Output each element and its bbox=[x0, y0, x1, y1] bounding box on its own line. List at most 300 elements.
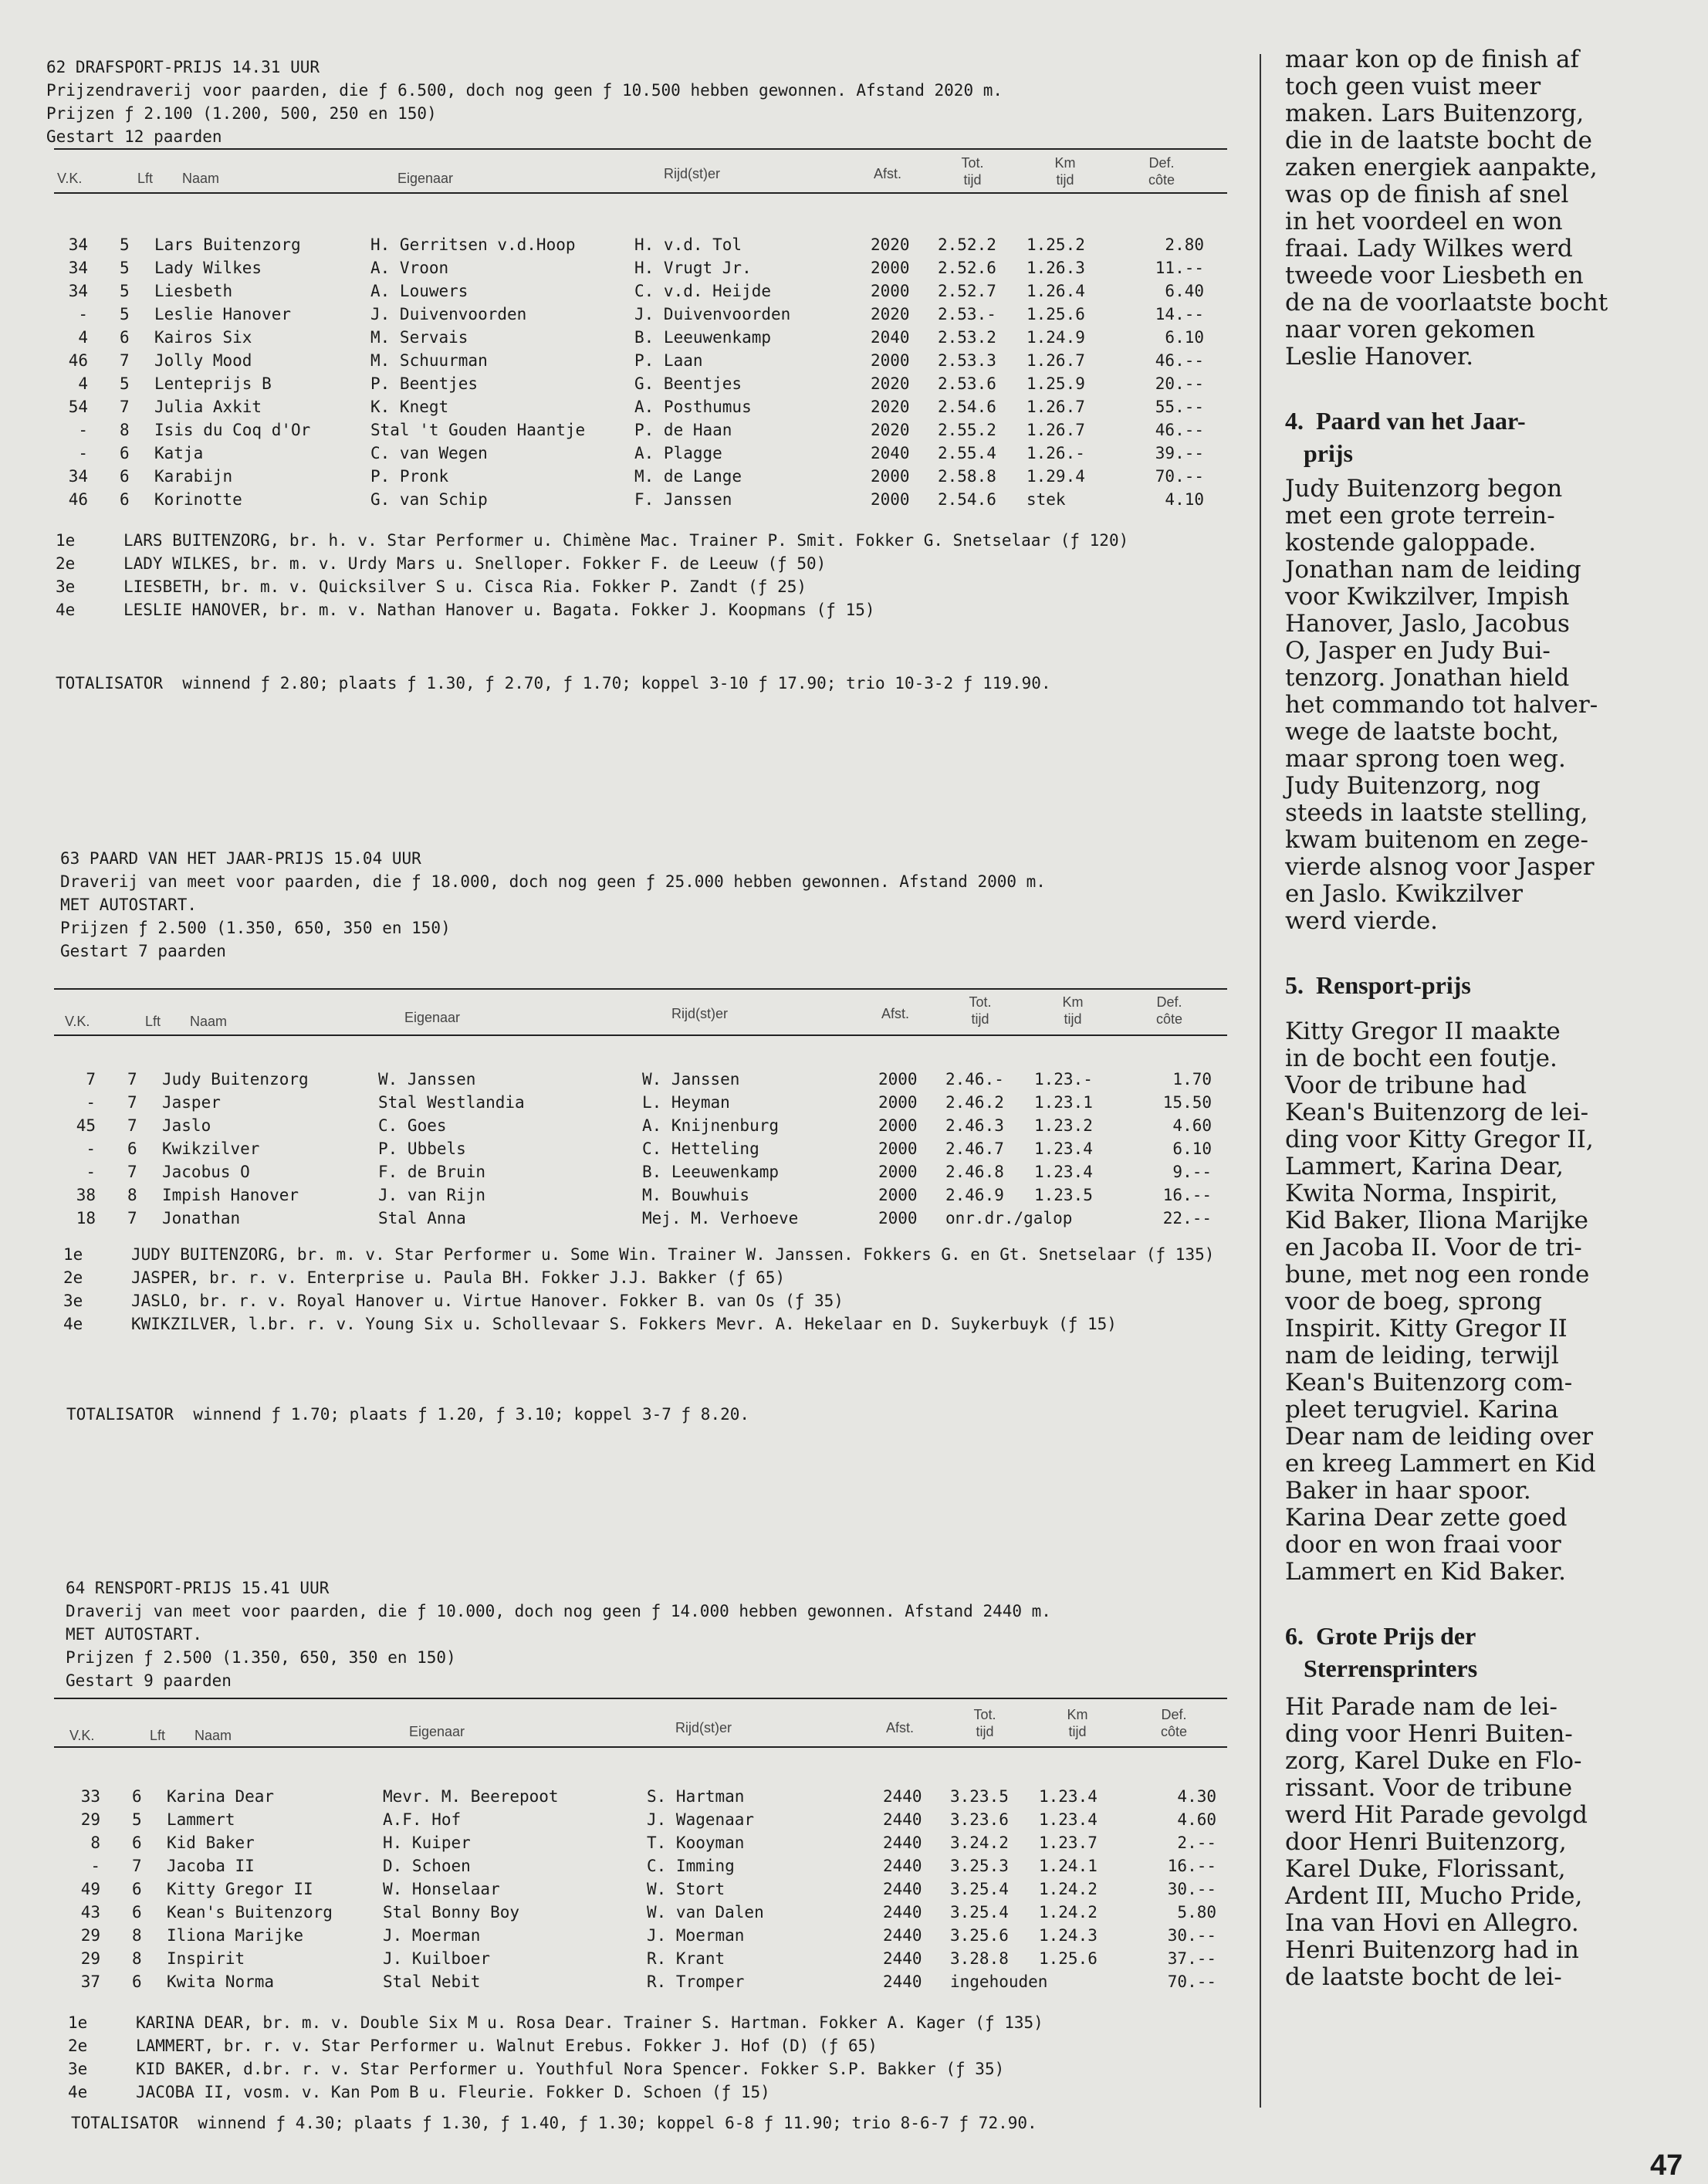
cell-def-cote: 16.-- bbox=[1167, 1857, 1216, 1875]
text-line: wege de laatste bocht, bbox=[1285, 718, 1560, 746]
cell-afst: 2440 bbox=[883, 1949, 922, 1968]
text-line: voor de boeg, sprong bbox=[1285, 1288, 1543, 1315]
cell-rijder: M. Bouwhuis bbox=[642, 1186, 750, 1204]
cell-vk: 7 bbox=[86, 1070, 96, 1089]
race-prizes: Prijzen ƒ 2.100 (1.200, 500, 250 en 150) bbox=[46, 104, 437, 123]
cell-rijder: B. Leeuwenkamp bbox=[642, 1163, 780, 1181]
text-line: maken. Lars Buitenzorg, bbox=[1285, 100, 1585, 127]
cell-naam: Kid Baker bbox=[167, 1834, 255, 1852]
cell-def-cote: 4.60 bbox=[1172, 1116, 1212, 1135]
table-row bbox=[46, 465, 1235, 488]
text-line: zaken energiek aanpakte, bbox=[1285, 154, 1598, 181]
report-intro bbox=[1285, 46, 1686, 371]
cell-vk: 49 bbox=[80, 1880, 100, 1898]
cell-def-cote: 70.-- bbox=[1167, 1972, 1216, 1991]
cell-lft: 7 bbox=[127, 1070, 137, 1089]
text-line: Kwita Norma, Inspirit, bbox=[1285, 1180, 1558, 1207]
cell-tot-tijd: 3.25.4 bbox=[950, 1903, 1009, 1922]
table-row bbox=[46, 1854, 1235, 1878]
cell-rijder: A. Posthumus bbox=[634, 398, 752, 416]
text-line: Lammert en Kid Baker. bbox=[1285, 1558, 1566, 1586]
table-row bbox=[46, 372, 1235, 395]
cell-tot-tijd: 2.46.8 bbox=[945, 1163, 1004, 1181]
text-line: Kid Baker, Iliona Marijke bbox=[1285, 1207, 1589, 1234]
cell-afst: 2040 bbox=[871, 328, 910, 347]
table-row bbox=[46, 1901, 1235, 1924]
cell-lft: 6 bbox=[132, 1972, 142, 1991]
cell-lft: 6 bbox=[120, 444, 130, 462]
text-line: die in de laatste bocht de bbox=[1285, 127, 1592, 154]
cell-def-cote: 11.-- bbox=[1155, 259, 1204, 277]
cell-afst: 2440 bbox=[883, 1857, 922, 1875]
cell-eigenaar: C. van Wegen bbox=[370, 444, 488, 462]
cell-naam: Kitty Gregor II bbox=[167, 1880, 313, 1898]
placings bbox=[46, 1243, 1235, 1336]
cell-eigenaar: P. Beentjes bbox=[370, 374, 479, 393]
col-naam: Naam bbox=[182, 171, 220, 186]
placing-item bbox=[46, 1266, 1235, 1289]
heading-paard-van-het-jaar bbox=[1285, 405, 1686, 469]
cell-tot-tijd: 2.54.6 bbox=[938, 490, 996, 509]
cell-km-tijd: 1.23.7 bbox=[1039, 1834, 1098, 1852]
table-rule-top bbox=[54, 988, 1227, 990]
cell-rijder: R. Krant bbox=[647, 1949, 725, 1968]
text-line: tenzorg. Jonathan hield bbox=[1285, 664, 1570, 692]
table-row bbox=[46, 1831, 1235, 1854]
col-eigenaar: Eigenaar bbox=[397, 171, 454, 186]
cell-tot-tijd: 2.46.- bbox=[945, 1070, 1004, 1089]
text-line: werd Hit Parade gevolgd bbox=[1285, 1801, 1588, 1829]
cell-tot-tijd: 2.53.2 bbox=[938, 328, 996, 347]
cell-tot-tijd: 2.52.2 bbox=[938, 235, 996, 254]
cell-km-tijd: 1.26.7 bbox=[1026, 351, 1085, 370]
cell-def-cote: 4.30 bbox=[1177, 1787, 1216, 1806]
results-table bbox=[46, 233, 1235, 511]
placing-text: LADY WILKES, br. m. v. Urdy Mars u. Snelloper. Fokker F. de Leeuw (ƒ 50) bbox=[123, 554, 827, 573]
col-rijder: Rijd(st)er bbox=[675, 1720, 732, 1735]
cell-naam: Iliona Marijke bbox=[167, 1926, 304, 1945]
cell-rijder: F. Janssen bbox=[634, 490, 732, 509]
placing-position: 4e bbox=[56, 601, 76, 619]
text-line: nam de leiding, terwijl bbox=[1285, 1342, 1559, 1370]
table-row bbox=[46, 1160, 1235, 1183]
cell-vk: 8 bbox=[90, 1834, 100, 1852]
text-line: maar sprong toen weg. bbox=[1285, 745, 1566, 773]
totalisator: TOTALISATOR winnend ƒ 2.80; plaats ƒ 1.30, ƒ 2.70, ƒ 1.70; koppel 3-10 ƒ 17.90; trio 10-3-2 ƒ 119.90. bbox=[56, 674, 1051, 692]
cell-km-tijd: 1.25.6 bbox=[1026, 305, 1085, 323]
cell-def-cote: 15.50 bbox=[1162, 1093, 1212, 1112]
placing-text: LAMMERT, br. r. v. Star Performer u. Walnut Erebus. Fokker J. Hof (D) (ƒ 65) bbox=[136, 2037, 878, 2055]
cell-afst: 2000 bbox=[878, 1070, 918, 1089]
cell-afst: 2440 bbox=[883, 1903, 922, 1922]
totalisator: TOTALISATOR winnend ƒ 1.70; plaats ƒ 1.20, ƒ 3.10; koppel 3-7 ƒ 8.20. bbox=[66, 1405, 750, 1424]
table-row bbox=[46, 303, 1235, 326]
cell-lft: 6 bbox=[120, 467, 130, 486]
placing-text: JUDY BUITENZORG, br. m. v. Star Performer u. Some Win. Trainer W. Janssen. Fokkers G. en Gt. Snetselaar (ƒ 135) bbox=[131, 1245, 1215, 1264]
text-line: Inspirit. Kitty Gregor II bbox=[1285, 1315, 1568, 1343]
text-line: bune, met nog een ronde bbox=[1285, 1261, 1590, 1288]
cell-def-cote: 16.-- bbox=[1162, 1186, 1212, 1204]
cell-km-tijd: 1.26.7 bbox=[1026, 398, 1085, 416]
placing-item bbox=[46, 2034, 1235, 2057]
section-heading-line: prijs bbox=[1304, 439, 1353, 467]
cell-def-cote: 1.70 bbox=[1172, 1070, 1212, 1089]
cell-rijder: T. Kooyman bbox=[647, 1834, 745, 1852]
cell-naam: Jolly Mood bbox=[154, 351, 252, 370]
table-row bbox=[46, 279, 1235, 303]
cell-lft: 7 bbox=[120, 398, 130, 416]
table-rule-head bbox=[54, 1034, 1227, 1036]
cell-vk: 34 bbox=[68, 282, 88, 300]
placing-text: JASPER, br. r. v. Enterprise u. Paula BH. Fokker J.J. Bakker (ƒ 65) bbox=[131, 1268, 786, 1287]
cell-eigenaar: H. Gerritsen v.d.Hoop bbox=[370, 235, 576, 254]
cell-vk: 4 bbox=[78, 374, 88, 393]
cell-afst: 2000 bbox=[878, 1093, 918, 1112]
cell-eigenaar: P. Pronk bbox=[370, 467, 449, 486]
table-rule-head bbox=[54, 192, 1227, 194]
race-title: 63 PAARD VAN HET JAAR-PRIJS 15.04 UUR bbox=[60, 849, 421, 868]
placing-item bbox=[46, 2057, 1235, 2081]
cell-rijder: M. de Lange bbox=[634, 467, 742, 486]
placing-position: 2e bbox=[63, 1268, 83, 1287]
table-row bbox=[46, 256, 1235, 279]
table-row bbox=[46, 488, 1235, 511]
cell-eigenaar: Stal Anna bbox=[378, 1209, 466, 1227]
cell-def-cote: 6.10 bbox=[1172, 1139, 1212, 1158]
text-line: Ardent III, Mucho Pride, bbox=[1285, 1882, 1583, 1910]
table-row bbox=[46, 233, 1235, 256]
cell-rijder: C. Hetteling bbox=[642, 1139, 759, 1158]
cell-def-cote: 30.-- bbox=[1167, 1926, 1216, 1945]
cell-naam: Kwikzilver bbox=[162, 1139, 260, 1158]
cell-def-cote: 22.-- bbox=[1162, 1209, 1212, 1227]
report-grote-prijs bbox=[1285, 1694, 1686, 1991]
col-lft: Lft bbox=[145, 1014, 161, 1029]
cell-eigenaar: F. de Bruin bbox=[378, 1163, 486, 1181]
cell-def-cote: 4.10 bbox=[1165, 490, 1204, 509]
placing-item bbox=[46, 1312, 1235, 1336]
text-line: Baker in haar spoor. bbox=[1285, 1477, 1531, 1505]
cell-tot-tijd: 3.23.5 bbox=[950, 1787, 1009, 1806]
text-line: naar voren gekomen bbox=[1285, 316, 1536, 344]
cell-afst: 2000 bbox=[878, 1186, 918, 1204]
placing-item bbox=[46, 1243, 1235, 1266]
cell-rijder: P. de Haan bbox=[634, 421, 732, 439]
table-row bbox=[46, 1785, 1235, 1808]
cell-tot-tijd: 2.52.6 bbox=[938, 259, 996, 277]
cell-lft: 6 bbox=[132, 1834, 142, 1852]
text-line: en Jacoba II. Voor de tri- bbox=[1285, 1234, 1582, 1261]
table-row bbox=[46, 1091, 1235, 1114]
placing-text: KID BAKER, d.br. r. v. Star Performer u. Youthful Nora Spencer. Fokker S.P. Bakker (ƒ 35) bbox=[136, 2060, 1005, 2078]
section-heading-line: 6. Grote Prijs der bbox=[1285, 1622, 1476, 1650]
race-62 bbox=[46, 56, 1227, 692]
cell-km-tijd: 1.23.4 bbox=[1039, 1810, 1098, 1829]
race-starters: Gestart 7 paarden bbox=[60, 942, 226, 960]
cell-lft: 8 bbox=[132, 1926, 142, 1945]
cell-naam: Julia Axkit bbox=[154, 398, 262, 416]
cell-rijder: C. v.d. Heijde bbox=[634, 282, 772, 300]
placing-text: JACOBA II, vosm. v. Kan Pom B u. Fleurie. Fokker D. Schoen (ƒ 15) bbox=[136, 2083, 770, 2101]
race-prizes: Prijzen ƒ 2.500 (1.350, 650, 350 en 150) bbox=[66, 1648, 456, 1667]
cell-eigenaar: K. Knegt bbox=[370, 398, 449, 416]
cell-rijder: W. Janssen bbox=[642, 1070, 740, 1089]
cell-rijder: C. Imming bbox=[647, 1857, 735, 1875]
cell-tot-tijd: 2.46.2 bbox=[945, 1093, 1004, 1112]
text-line: tweede voor Liesbeth en bbox=[1285, 262, 1584, 290]
cell-rijder: P. Laan bbox=[634, 351, 703, 370]
cell-naam: Lady Wilkes bbox=[154, 259, 262, 277]
text-line: ding voor Henri Buiten- bbox=[1285, 1720, 1573, 1748]
text-line: was op de finish af snel bbox=[1285, 181, 1569, 208]
race-header bbox=[46, 56, 1227, 148]
cell-lft: 8 bbox=[120, 421, 130, 439]
cell-lft: 8 bbox=[127, 1186, 137, 1204]
cell-afst: 2000 bbox=[878, 1163, 918, 1181]
cell-eigenaar: J. Duivenvoorden bbox=[370, 305, 527, 323]
text-line: voor Kwikzilver, Impish bbox=[1285, 583, 1570, 611]
table-rule-head bbox=[54, 1746, 1227, 1748]
placing-item bbox=[46, 2011, 1235, 2034]
cell-naam: Jonathan bbox=[162, 1209, 241, 1227]
cell-lft: 5 bbox=[120, 374, 130, 393]
text-line: Karina Dear zette goed bbox=[1285, 1504, 1568, 1532]
totalisator: TOTALISATOR winnend ƒ 4.30; plaats ƒ 1.30, ƒ 1.40, ƒ 1.30; koppel 6-8 ƒ 11.90; trio 8-6-7 ƒ 72.90. bbox=[71, 2114, 1037, 2132]
cell-def-cote: 55.-- bbox=[1155, 398, 1204, 416]
cell-lft: 6 bbox=[132, 1880, 142, 1898]
cell-tot-tijd: 3.23.6 bbox=[950, 1810, 1009, 1829]
cell-km-tijd: 1.23.- bbox=[1034, 1070, 1093, 1089]
cell-vk: - bbox=[78, 444, 88, 462]
race-title: 64 RENSPORT-PRIJS 15.41 UUR bbox=[66, 1579, 330, 1597]
placings bbox=[46, 529, 1235, 621]
cell-lft: 5 bbox=[120, 235, 130, 254]
cell-eigenaar: Stal 't Gouden Haantje bbox=[370, 421, 586, 439]
cell-eigenaar: H. Kuiper bbox=[383, 1834, 471, 1852]
cell-vk: 29 bbox=[80, 1949, 100, 1968]
cell-tot-tijd: ingehouden bbox=[950, 1972, 1048, 1991]
cell-naam: Korinotte bbox=[154, 490, 242, 509]
cell-vk: - bbox=[78, 421, 88, 439]
cell-km-tijd: 1.24.9 bbox=[1026, 328, 1085, 347]
cell-eigenaar: Stal Bonny Boy bbox=[383, 1903, 520, 1922]
placing-position: 4e bbox=[68, 2083, 88, 2101]
cell-km-tijd: 1.25.2 bbox=[1026, 235, 1085, 254]
cell-naam: Jacobus O bbox=[162, 1163, 250, 1181]
cell-vk: 46 bbox=[68, 490, 88, 509]
cell-naam: Lammert bbox=[167, 1810, 235, 1829]
cell-rijder: H. v.d. Tol bbox=[634, 235, 742, 254]
text-line: zorg, Karel Duke en Flo- bbox=[1285, 1747, 1582, 1775]
table-row bbox=[46, 1183, 1235, 1207]
col-km-tijd: Km tijd bbox=[1062, 994, 1084, 1027]
cell-afst: 2000 bbox=[871, 467, 910, 486]
cell-tot-tijd: 2.52.7 bbox=[938, 282, 996, 300]
cell-naam: Kean's Buitenzorg bbox=[167, 1903, 333, 1922]
cell-vk: 29 bbox=[80, 1810, 100, 1829]
cell-tot-tijd: 2.46.9 bbox=[945, 1186, 1004, 1204]
race-conditions: Draverij van meet voor paarden, die ƒ 10.000, doch nog geen ƒ 14.000 hebben gewonnen. Afstand 2440 m. bbox=[66, 1602, 1051, 1620]
cell-rijder: W. Stort bbox=[647, 1880, 725, 1898]
cell-vk: 29 bbox=[80, 1926, 100, 1945]
cell-lft: 7 bbox=[127, 1093, 137, 1112]
placing-item bbox=[46, 529, 1235, 552]
cell-km-tijd: 1.26.3 bbox=[1026, 259, 1085, 277]
cell-naam: Katja bbox=[154, 444, 204, 462]
report-column bbox=[1285, 46, 1686, 1991]
cell-naam: Judy Buitenzorg bbox=[162, 1070, 309, 1089]
placing-position: 1e bbox=[63, 1245, 83, 1264]
placing-position: 2e bbox=[56, 554, 76, 573]
cell-vk: 43 bbox=[80, 1903, 100, 1922]
cell-km-tijd: 1.23.4 bbox=[1039, 1787, 1098, 1806]
cell-tot-tijd: 2.53.3 bbox=[938, 351, 996, 370]
cell-tot-tijd: 2.58.8 bbox=[938, 467, 996, 486]
cell-km-tijd: 1.23.4 bbox=[1034, 1139, 1093, 1158]
text-line: pleet terugviel. Karina bbox=[1285, 1396, 1559, 1424]
results-table bbox=[46, 1068, 1235, 1230]
cell-eigenaar: A. Vroon bbox=[370, 259, 449, 277]
table-row bbox=[46, 1137, 1235, 1160]
text-line: kostende galoppade. bbox=[1285, 529, 1537, 557]
placing-item bbox=[46, 552, 1235, 575]
cell-lft: 6 bbox=[127, 1139, 137, 1158]
cell-def-cote: 14.-- bbox=[1155, 305, 1204, 323]
cell-naam: Jacoba II bbox=[167, 1857, 255, 1875]
cell-eigenaar: M. Schuurman bbox=[370, 351, 488, 370]
table-row bbox=[46, 1947, 1235, 1970]
cell-eigenaar: W. Honselaar bbox=[383, 1880, 500, 1898]
col-def-cote: Def. côte bbox=[1155, 994, 1183, 1027]
cell-tot-tijd: 3.24.2 bbox=[950, 1834, 1009, 1852]
cell-rijder: S. Hartman bbox=[647, 1787, 745, 1806]
cell-afst: 2440 bbox=[883, 1880, 922, 1898]
cell-def-cote: 2.80 bbox=[1165, 235, 1204, 254]
report-rensport bbox=[1285, 1018, 1686, 1586]
cell-km-tijd: 1.26.4 bbox=[1026, 282, 1085, 300]
section-heading-line: 4. Paard van het Jaar- bbox=[1285, 407, 1526, 435]
table-rule-top bbox=[54, 148, 1227, 150]
cell-tot-tijd: onr.dr./galop bbox=[945, 1209, 1073, 1227]
race-conditions: Prijzendraverij voor paarden, die ƒ 6.500, doch nog geen ƒ 10.500 hebben gewonnen. Afstand 2020 m. bbox=[46, 81, 1003, 100]
placing-position: 1e bbox=[56, 531, 76, 550]
col-rijder: Rijd(st)er bbox=[671, 1006, 729, 1021]
text-line: door Henri Buitenzorg, bbox=[1285, 1828, 1567, 1856]
col-tot-tijd: Tot. tijd bbox=[969, 994, 992, 1027]
text-line: Hit Parade nam de lei- bbox=[1285, 1693, 1557, 1721]
table-row bbox=[46, 1878, 1235, 1901]
cell-def-cote: 4.60 bbox=[1177, 1810, 1216, 1829]
text-line: Kean's Buitenzorg de lei- bbox=[1285, 1099, 1589, 1126]
cell-lft: 7 bbox=[127, 1116, 137, 1135]
cell-afst: 2020 bbox=[871, 235, 910, 254]
cell-vk: 45 bbox=[76, 1116, 96, 1135]
col-naam: Naam bbox=[194, 1728, 232, 1743]
text-line: de na de voorlaatste bocht bbox=[1285, 289, 1608, 317]
cell-naam: Liesbeth bbox=[154, 282, 233, 300]
cell-def-cote: 9.-- bbox=[1172, 1163, 1212, 1181]
text-line: werd vierde. bbox=[1285, 907, 1439, 935]
col-afst: Afst. bbox=[874, 166, 902, 181]
cell-naam: Kwita Norma bbox=[167, 1972, 275, 1991]
col-naam: Naam bbox=[190, 1014, 228, 1029]
table-row bbox=[46, 326, 1235, 349]
table-row bbox=[46, 1808, 1235, 1831]
heading-rensport bbox=[1285, 969, 1686, 1001]
cell-lft: 6 bbox=[120, 328, 130, 347]
cell-vk: - bbox=[90, 1857, 100, 1875]
text-line: Lammert, Karina Dear, bbox=[1285, 1153, 1564, 1180]
section-heading-line: 5. Rensport-prijs bbox=[1285, 971, 1471, 999]
col-tot-tijd: Tot. tijd bbox=[973, 1707, 996, 1739]
cell-afst: 2000 bbox=[878, 1116, 918, 1135]
cell-lft: 5 bbox=[120, 259, 130, 277]
table-row bbox=[46, 442, 1235, 465]
cell-afst: 2020 bbox=[871, 305, 910, 323]
table-row bbox=[46, 1207, 1235, 1230]
cell-lft: 5 bbox=[132, 1810, 142, 1829]
cell-eigenaar: W. Janssen bbox=[378, 1070, 476, 1089]
text-line: ding voor Kitty Gregor II, bbox=[1285, 1126, 1594, 1153]
cell-vk: - bbox=[86, 1163, 96, 1181]
cell-afst: 2440 bbox=[883, 1926, 922, 1945]
text-line: steeds in laatste stelling, bbox=[1285, 799, 1588, 827]
text-line: Hanover, Jaslo, Jacobus bbox=[1285, 610, 1570, 638]
text-line: in het voordeel en won bbox=[1285, 208, 1563, 235]
text-line: O, Jasper en Judy Bui- bbox=[1285, 637, 1551, 665]
cell-rijder: A. Knijnenburg bbox=[642, 1116, 780, 1135]
cell-afst: 2000 bbox=[871, 259, 910, 277]
cell-afst: 2440 bbox=[883, 1834, 922, 1852]
text-line: toch geen vuist meer bbox=[1285, 73, 1541, 100]
text-line: Judy Buitenzorg begon bbox=[1285, 475, 1563, 503]
cell-tot-tijd: 2.55.4 bbox=[938, 444, 996, 462]
col-eigenaar: Eigenaar bbox=[404, 1010, 461, 1025]
cell-km-tijd: 1.24.1 bbox=[1039, 1857, 1098, 1875]
text-line: fraai. Lady Wilkes werd bbox=[1285, 235, 1573, 262]
cell-tot-tijd: 2.46.7 bbox=[945, 1139, 1004, 1158]
cell-rijder: J. Moerman bbox=[647, 1926, 745, 1945]
cell-rijder: G. Beentjes bbox=[634, 374, 742, 393]
cell-def-cote: 20.-- bbox=[1155, 374, 1204, 393]
col-def-cote: Def. côte bbox=[1160, 1707, 1188, 1739]
cell-afst: 2020 bbox=[871, 398, 910, 416]
table-row bbox=[46, 418, 1235, 442]
text-line: het commando tot halver- bbox=[1285, 691, 1598, 719]
race-autostart: MET AUTOSTART. bbox=[66, 1625, 203, 1644]
cell-lft: 5 bbox=[120, 282, 130, 300]
placing-text: LESLIE HANOVER, br. m. v. Nathan Hanover u. Bagata. Fokker J. Koopmans (ƒ 15) bbox=[123, 601, 875, 619]
column-divider bbox=[1260, 54, 1261, 2108]
results-table bbox=[46, 1785, 1235, 1993]
cell-lft: 6 bbox=[120, 490, 130, 509]
cell-lft: 8 bbox=[132, 1949, 142, 1968]
cell-def-cote: 70.-- bbox=[1155, 467, 1204, 486]
cell-km-tijd: stek bbox=[1026, 490, 1066, 509]
cell-lft: 5 bbox=[120, 305, 130, 323]
cell-vk: 33 bbox=[80, 1787, 100, 1806]
cell-def-cote: 46.-- bbox=[1155, 421, 1204, 439]
cell-vk: 34 bbox=[68, 259, 88, 277]
cell-km-tijd: 1.26.- bbox=[1026, 444, 1085, 462]
race-header bbox=[66, 1576, 1246, 1692]
cell-lft: 7 bbox=[127, 1163, 137, 1181]
placings bbox=[46, 2011, 1235, 2104]
cell-afst: 2440 bbox=[883, 1972, 922, 1991]
text-line: Judy Buitenzorg, nog bbox=[1285, 772, 1541, 800]
cell-vk: 38 bbox=[76, 1186, 96, 1204]
cell-lft: 7 bbox=[120, 351, 130, 370]
